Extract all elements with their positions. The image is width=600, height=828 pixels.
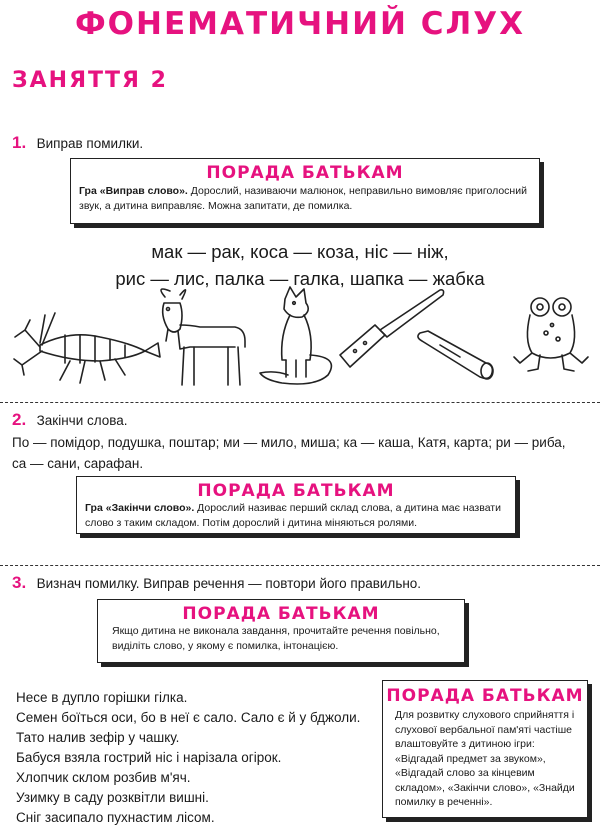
task-number: 2. xyxy=(12,410,27,429)
task-number: 1. xyxy=(12,133,27,152)
goat-picture xyxy=(161,289,245,385)
sentence: Тато налив зефір у чашку. xyxy=(16,730,180,745)
tip-text: Для розвитку слухового сприйняття і слухової вербальної пам'яті частіше влаштовуйте з дитиною ігри: «Відгадай предмет за звуком», «Відгадай слово за кінцевим складом», «Закінчи слово», «Знайди помилку в реченні». xyxy=(395,709,575,808)
tip-text xyxy=(71,184,539,214)
tip-box-2 xyxy=(76,476,516,534)
word-pairs-line-1: мак — рак, коса — коза, ніс — ніж, xyxy=(151,241,449,262)
task-number: 3. xyxy=(12,573,27,592)
syllables-text xyxy=(12,432,597,474)
frog-picture xyxy=(514,298,588,371)
tip-heading: ПОРАДА БАТЬКАМ xyxy=(182,604,380,624)
word-pairs xyxy=(0,238,600,292)
syllables-line-2: са — сани, сарафан. xyxy=(12,456,144,471)
knife-picture xyxy=(340,290,444,367)
sentence: Семен боїться оси, бо в неї є сало. Сало є й у бджоли. xyxy=(16,710,361,725)
tip-body: Дорослий називає перший склад слова, а дитина має назвати слово з таким складом. Потім дорослий і дитина міняються ролями. xyxy=(85,502,501,529)
page-title: ФОНЕМАТИЧНИЙ СЛУХ xyxy=(74,6,526,42)
sentence: Хлопчик склом розбив м'яч. xyxy=(16,770,191,785)
tip-heading: ПОРАДА БАТЬКАМ xyxy=(386,686,584,706)
task-1-heading xyxy=(12,133,143,153)
pictures-row xyxy=(10,285,600,400)
tip-game-name: Гра «Закінчи слово». xyxy=(85,502,195,514)
tip-heading: ПОРАДА БАТЬКАМ xyxy=(206,163,404,183)
syllables-line-1: По — помідор, подушка, поштар; ми — мило, миша; ка — каша, Катя, карта; ри — риба, xyxy=(12,435,566,450)
tip-game-name: Гра «Виправ слово». xyxy=(79,185,188,197)
tip-body: Дорослий, називаючи малюнок, неправильно вимовляє приголосний звук, а дитина виправляє. Можна запитати, де помилка. xyxy=(79,185,527,212)
section-divider xyxy=(0,565,600,566)
sentence: Сніг засипало пухнастим лісом. xyxy=(16,810,215,825)
task-text: Визнач помилку. Виправ речення — повтори його правильно. xyxy=(36,576,422,591)
task-text: Виправ помилки. xyxy=(36,136,144,151)
tip-box-1 xyxy=(70,158,540,224)
task-2-heading xyxy=(12,410,128,430)
sentence: Бабуся взяла гострий ніс і нарізала огірок. xyxy=(16,750,282,765)
task-3-heading xyxy=(12,573,421,593)
sentence-list xyxy=(16,688,360,828)
tip-text: Якщо дитина не виконала завдання, прочитайте речення повільно, виділіть слово, у якому є помилка, інтонацією. xyxy=(112,625,440,652)
fox-picture xyxy=(260,287,331,384)
sentence: Несе в дупло горішки гілка. xyxy=(16,690,188,705)
tip-text xyxy=(77,501,515,531)
task-text: Закінчи слова. xyxy=(36,413,128,428)
lesson-title: ЗАНЯТТЯ 2 xyxy=(12,68,168,93)
crayfish-picture xyxy=(14,313,160,383)
stick-picture xyxy=(418,331,493,379)
tip-box-3 xyxy=(97,599,465,663)
word-pairs-line-2: рис — лис, палка — галка, шапка — жабка xyxy=(115,268,485,289)
tip-box-4 xyxy=(382,680,588,818)
sentence: Узимку в саду розквітли вишні. xyxy=(16,790,209,805)
section-divider xyxy=(0,402,600,403)
tip-heading: ПОРАДА БАТЬКАМ xyxy=(197,481,395,501)
